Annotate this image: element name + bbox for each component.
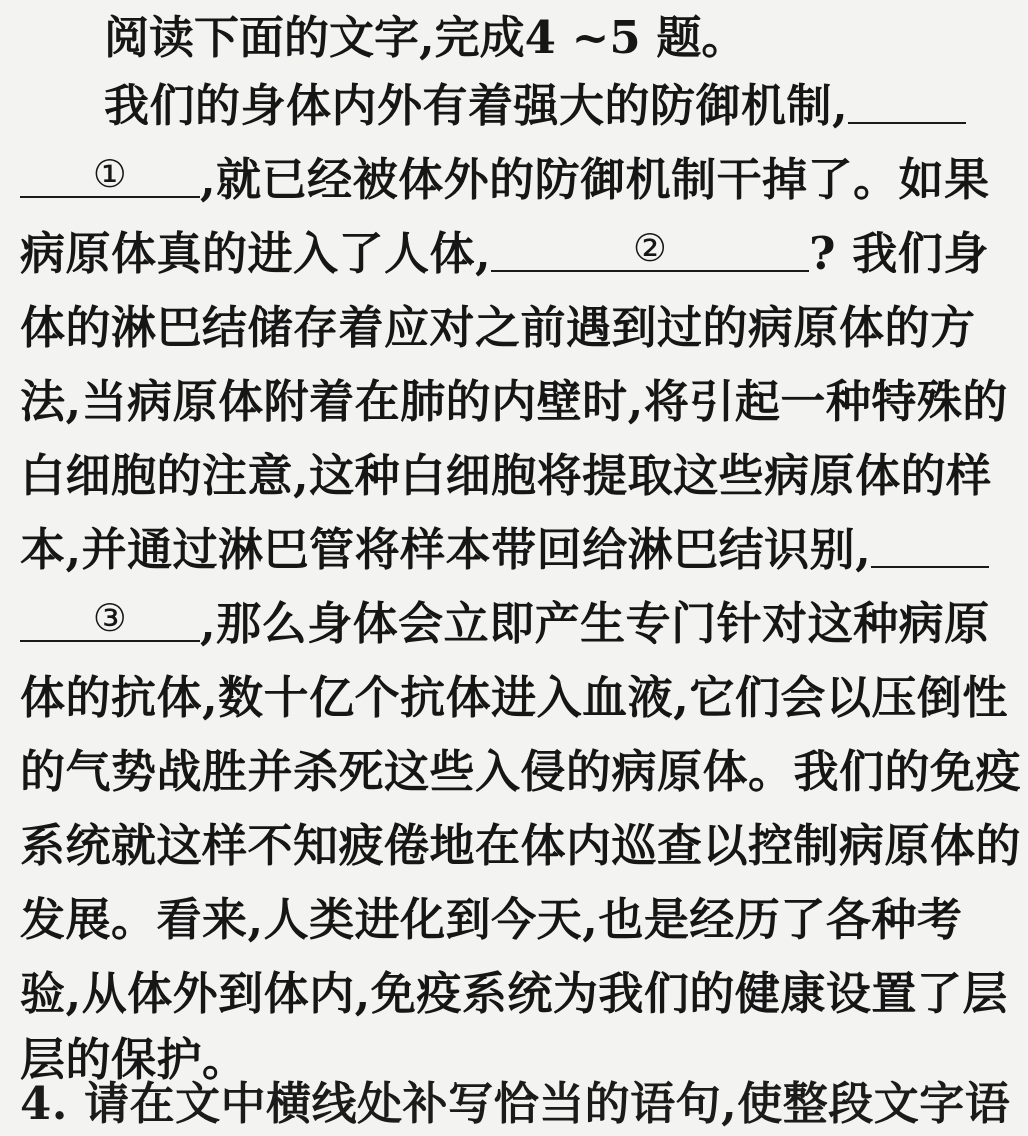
- passage-line-3-text-b: ? 我们身: [809, 227, 989, 280]
- blank-3: ③: [20, 592, 200, 642]
- passage-line-7-text: 本,并通过淋巴管将样本带回给淋巴结识别,: [20, 523, 872, 576]
- passage-line-4: 体的淋巴结储存着应对之前遇到过的病原体的方: [20, 301, 976, 354]
- passage-line-1-text: 我们的身体内外有着强大的防御机制,: [104, 79, 849, 132]
- question-4-partial-line: 4. 请在文中横线处补写恰当的语句,使整段文字语: [20, 1077, 1011, 1130]
- passage-line-13: 验,从体外到体内,免疫系统为我们的健康设置了层: [20, 967, 1008, 1020]
- blank-1-start: [848, 74, 966, 124]
- passage-line-6: 白细胞的注意,这种白细胞将提取这些病原体的样: [20, 449, 992, 502]
- passage-line-3: [20, 222, 1010, 286]
- passage-line-1: [104, 74, 1010, 138]
- passage-line-12: 发展。看来,人类进化到今天,也是经历了各种考: [20, 893, 963, 946]
- blank-3-start: [871, 518, 989, 568]
- passage-line-8-text: ,那么身体会立即产生专门针对这种病原: [200, 597, 990, 650]
- passage-line-9: 体的抗体,数十亿个抗体进入血液,它们会以压倒性: [20, 671, 1008, 724]
- blank-1: ①: [20, 148, 200, 198]
- passage-line-5: 法,当病原体附着在肺的内壁时,将引起一种特殊的: [20, 375, 1008, 428]
- passage-line-2: [20, 148, 1010, 212]
- question-heading: 阅读下面的文字,完成4 ~5 题。: [104, 11, 747, 64]
- passage-line-7: [20, 518, 1010, 582]
- blank-2: ②: [491, 222, 809, 272]
- passage-line-11: 系统就这样不知疲倦地在体内巡查以控制病原体的: [20, 819, 1022, 872]
- passage-line-10: 的气势战胜并杀死这些入侵的病原体。我们的免疫: [20, 745, 1022, 798]
- passage-line-14: 层的保护。: [20, 1033, 248, 1086]
- passage-line-8: [20, 592, 1010, 656]
- passage-line-3-text-a: 病原体真的进入了人体,: [20, 227, 492, 280]
- passage-line-2-text: ,就已经被体外的防御机制干掉了。如果: [200, 153, 990, 206]
